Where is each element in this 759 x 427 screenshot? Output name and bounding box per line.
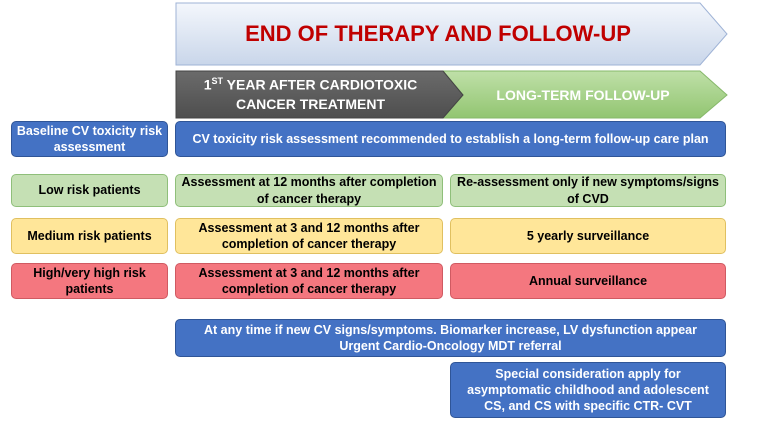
row-high-longterm: Annual surveillance (450, 263, 726, 299)
row-medium-year1: Assessment at 3 and 12 months after completion of cancer therapy (175, 218, 443, 254)
row-medium-label: Medium risk patients (11, 218, 168, 254)
anytime-referral (175, 319, 726, 357)
phase-year1-line2: CANCER TREATMENT (235, 95, 386, 112)
page-title: END OF THERAPY AND FOLLOW-UP (245, 21, 631, 46)
baseline-label: Baseline CV toxicity risk assessment (11, 121, 168, 157)
anytime-line2: Urgent Cardio-Oncology MDT referral (339, 339, 562, 353)
special-consideration: Special consideration apply for asymptomatic childhood and adolescent CS, and CS with specific CTR- CVT (450, 362, 726, 418)
row-medium-longterm: 5 yearly surveillance (450, 218, 726, 254)
baseline-text: CV toxicity risk assessment recommended to establish a long-term follow-up care plan (175, 121, 726, 157)
phase-longterm-label: LONG-TERM FOLLOW-UP (496, 86, 670, 103)
row-high-year1: Assessment at 3 and 12 months after completion of cancer therapy (175, 263, 443, 299)
row-low-longterm: Re-assessment only if new symptoms/signs of CVD (450, 174, 726, 207)
phase-year1-prefix: 1 (203, 76, 212, 93)
phase-year1-label (178, 71, 443, 118)
row-low-year1: Assessment at 12 months after completion of cancer therapy (175, 174, 443, 207)
phase-year1-line1: YEAR AFTER CARDIOTOXIC (223, 76, 418, 93)
anytime-line1: At any time if new CV signs/symptoms. Biomarker increase, LV dysfunction appear (204, 322, 697, 337)
row-high-label: High/very high risk patients (11, 263, 168, 299)
phase-year1-sup: ST (211, 76, 224, 87)
row-low-label: Low risk patients (11, 174, 168, 207)
